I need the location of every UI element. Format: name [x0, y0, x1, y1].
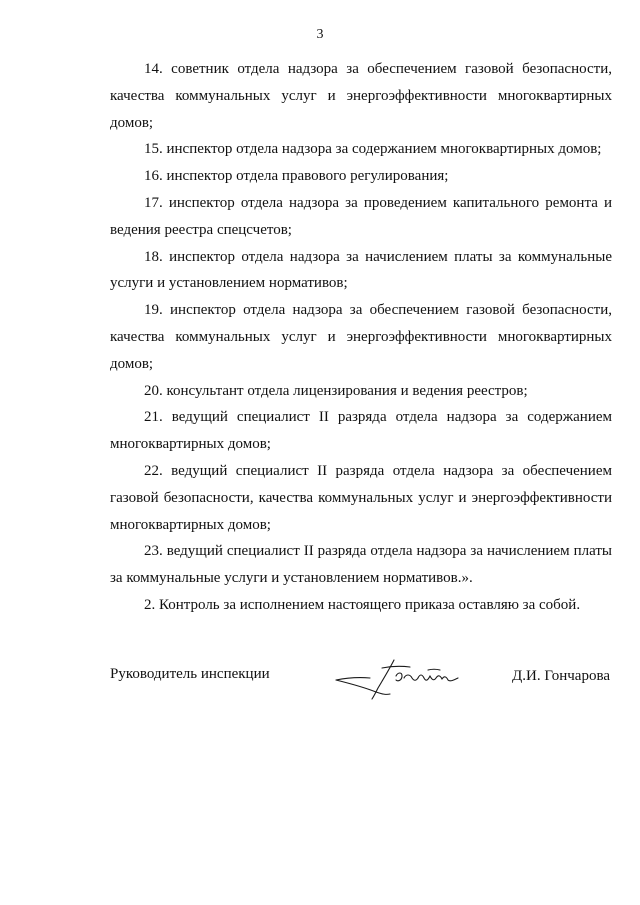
list-item-15: 15. инспектор отдела надзора за содержанием многоквартирных домов;: [144, 141, 602, 158]
handwritten-signature: [332, 656, 492, 702]
list-item-19: 19. инспектор отдела надзора за обеспечением газовой безопасности, качества коммунальных услуг и энергоэффективности многоквартирных домов;: [110, 302, 612, 372]
signatory-role: Руководитель инспекции: [110, 666, 270, 682]
list-item-23: 23. ведущий специалист II разряда отдела надзора за начислением платы за коммунальные услуги и установлением нормативов.».: [110, 543, 612, 587]
signature-block: [110, 656, 612, 706]
list-item-22: 22. ведущий специалист II разряда отдела надзора за обеспечением газовой безопасности, качества коммунальных услуг и энергоэффективности многоквартирных домов;: [110, 462, 612, 533]
clause-2: 2. Контроль за исполнением настоящего приказа оставляю за собой.: [144, 596, 581, 613]
signatory-name: Д.И. Гончарова: [512, 668, 610, 684]
list-item-18: 18. инспектор отдела надзора за начислением платы за коммунальные услуги и установлением нормативов;: [110, 248, 612, 292]
list-item-20: 20. консультант отдела лицензирования и ведения реестров;: [144, 382, 528, 399]
list-item-16: 16. инспектор отдела правового регулирования;: [144, 168, 449, 185]
page-number: 3: [316, 27, 324, 42]
list-item-21: 21. ведущий специалист II разряда отдела надзора за содержанием многоквартирных домов;: [110, 409, 612, 453]
list-item-17: 17. инспектор отдела надзора за проведением капитального ремонта и ведения реестра спецсчетов;: [110, 194, 612, 238]
list-item-14: 14. советник отдела надзора за обеспечением газовой безопасности, качества коммунальных услуг и энергоэффективности многоквартирных домов;: [110, 61, 612, 131]
document-body: [110, 56, 612, 619]
